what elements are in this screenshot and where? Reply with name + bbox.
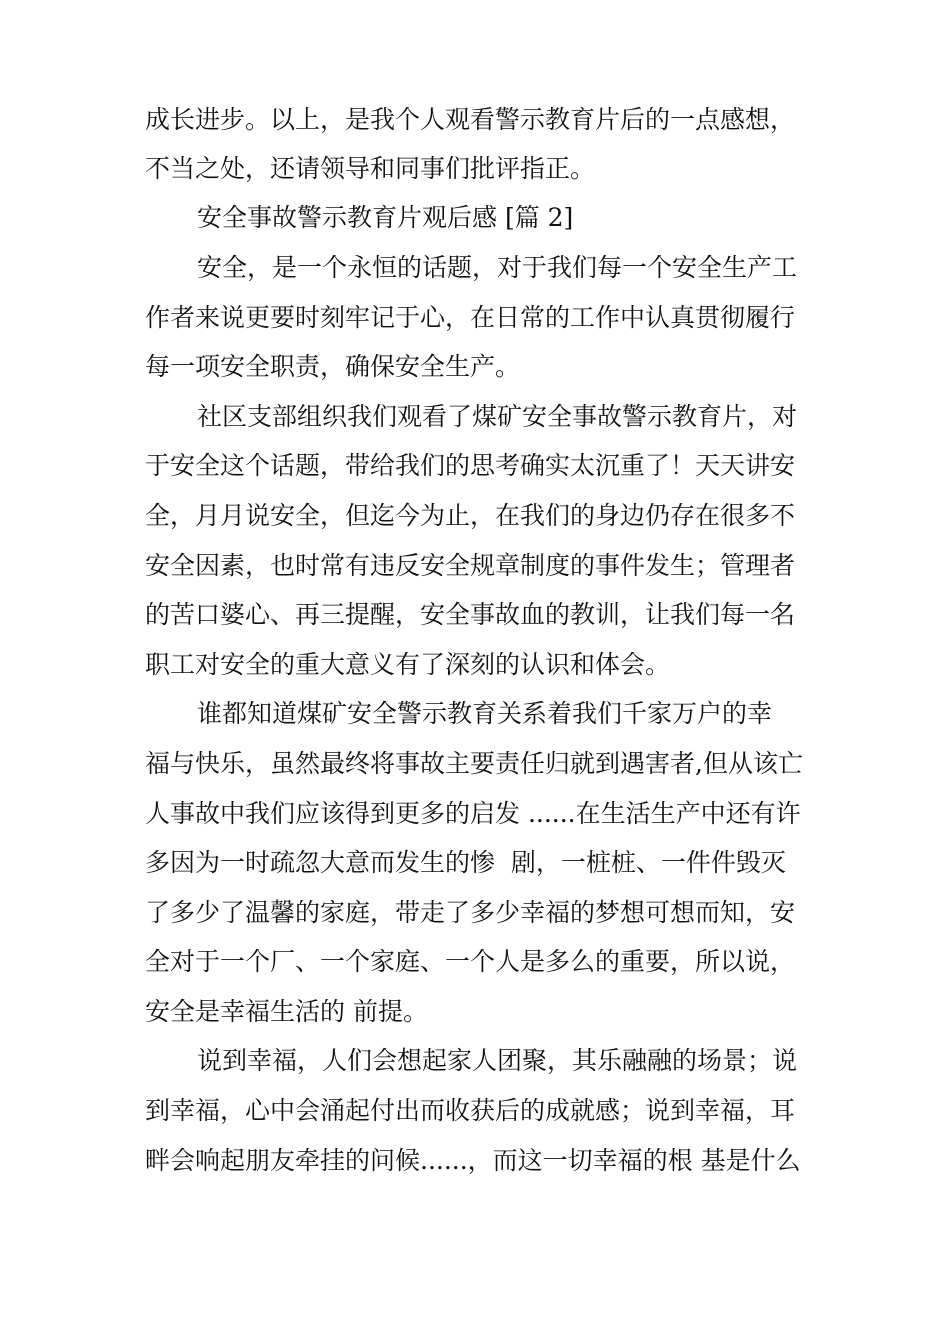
text-line: 说到幸福，人们会想起家人团聚，其乐融融的场景；说 bbox=[197, 1046, 798, 1075]
text-line: 全，月月说安全，但迄今为止，在我们的身边仍存在很多不 bbox=[145, 501, 796, 530]
text-line: 多因为一时疏忽大意而发生的惨 剧，一桩桩、一件件毁灭 bbox=[145, 848, 786, 877]
text-line: 于安全这个话题，带给我们的思考确实太沉重了！天天讲安 bbox=[145, 451, 796, 480]
text-line: 每一项安全职责，确保安全生产。 bbox=[145, 352, 521, 381]
text-line: 了多少了温馨的家庭，带走了多少幸福的梦想可想而知，安 bbox=[145, 898, 796, 927]
text-line: 安全是幸福生活的 前提。 bbox=[145, 997, 428, 1026]
text-line: 畔会响起朋友牵挂的问候......，而这一切幸福的根 基是什么 bbox=[145, 1146, 801, 1175]
text-line: 社区支部组织我们观看了煤矿安全事故警示教育片，对 bbox=[197, 402, 798, 431]
text-line: 不当之处，还请领导和同事们批评指正。 bbox=[145, 154, 596, 183]
text-line: 人事故中我们应该得到更多的启发 ......在生活生产中还有许 bbox=[145, 799, 801, 828]
section-heading: 安全事故警示教育片观后感 [篇 2] bbox=[197, 203, 574, 232]
text-line: 的苦口婆心、再三提醒，安全事故血的教训，让我们每一名 bbox=[145, 600, 796, 629]
text-line: 安全因素，也时常有违反安全规章制度的事件发生；管理者 bbox=[145, 551, 796, 580]
text-line: 成长进步。以上，是我个人观看警示教育片后的一点感想， bbox=[145, 105, 796, 134]
text-line: 职工对安全的重大意义有了深刻的认识和体会。 bbox=[145, 650, 671, 679]
text-line: 到幸福，心中会涌起付出而收获后的成就感；说到幸福，耳 bbox=[145, 1096, 796, 1125]
text-line: 谁都知道煤矿安全警示教育关系着我们千家万户的幸 bbox=[197, 699, 773, 728]
text-line: 全对于一个厂、一个家庭、一个人是多么的重要，所以说， bbox=[145, 947, 796, 976]
text-line: 安全，是一个永恒的话题，对于我们每一个安全生产工 bbox=[197, 253, 798, 282]
text-line: 福与快乐，虽然最终将事故主要责任归就到遇害者,但从该亡 bbox=[145, 749, 803, 778]
text-line: 作者来说更要时刻牢记于心，在日常的工作中认真贯彻履行 bbox=[145, 303, 796, 332]
